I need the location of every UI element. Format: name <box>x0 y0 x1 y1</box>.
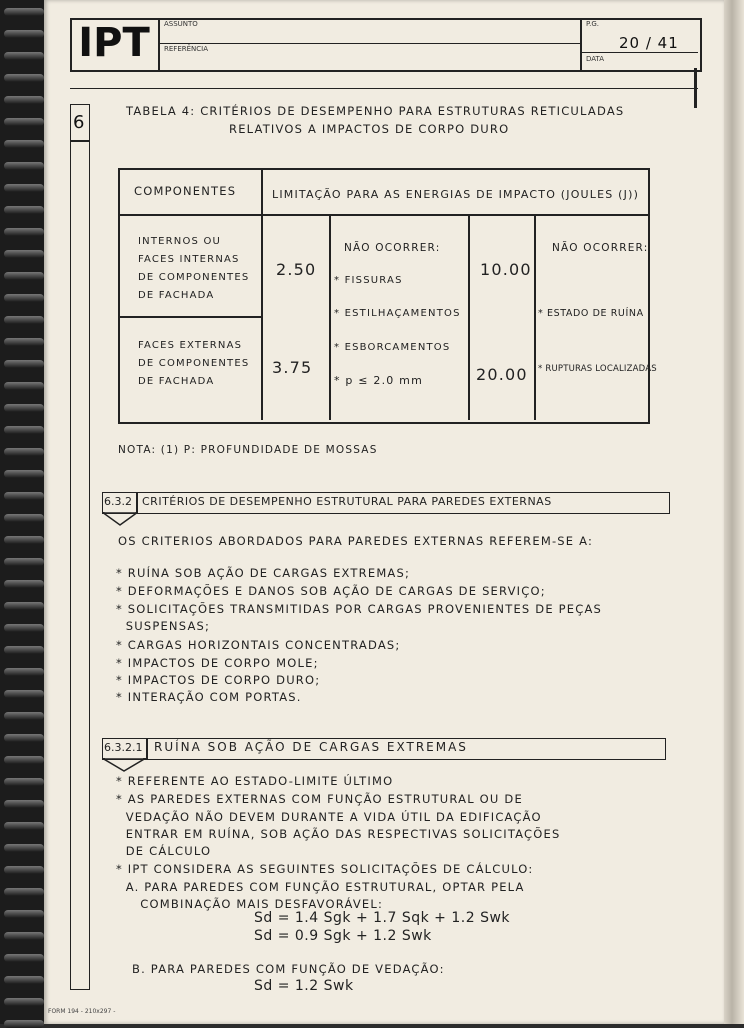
binding-coil <box>4 74 44 82</box>
binding-coil <box>4 228 44 236</box>
section-632-number: 6.3.2 <box>104 495 132 508</box>
data-label: DATA <box>586 55 605 63</box>
table-title-line2: RELATIVOS A IMPACTOS DE CORPO DURO <box>229 122 510 136</box>
criteria-header: NÃO OCORRER: <box>344 242 441 254</box>
binding-coil <box>4 602 44 610</box>
binding-coil <box>4 888 44 896</box>
criteria2-item-1: * ESTADO DE RUÍNA <box>538 308 644 319</box>
binding-coil <box>4 778 44 786</box>
section-632-title: CRITÉRIOS DE DESEMPENHO ESTRUTURAL PARA PAREDES EXTERNAS <box>142 495 552 508</box>
binding-coil <box>4 360 44 368</box>
binding-coil <box>4 910 44 918</box>
ipt-logo: IPT <box>78 20 150 66</box>
binding-coil <box>4 624 44 632</box>
section-632-item-5: * CARGAS HORIZONTAIS CONCENTRADAS; <box>116 638 401 652</box>
item-b: B. PARA PAREDES COM FUNÇÃO DE VEDAÇÃO: <box>132 962 445 976</box>
binding-coil <box>4 690 44 698</box>
binding-coil <box>4 998 44 1006</box>
binding-coil <box>4 536 44 544</box>
assunto-label: ASSUNTO <box>164 20 198 28</box>
section-632-item-8: * INTERAÇÃO COM PORTAS. <box>116 690 302 704</box>
section-6321-line-1: * REFERENTE AO ESTADO-LIMITE ÚLTIMO <box>116 774 394 788</box>
row2-value2: 20.00 <box>476 365 528 384</box>
section-632-item-6: * IMPACTOS DE CORPO MOLE; <box>116 656 319 670</box>
criteria-item-1: * FISSURAS <box>334 275 403 286</box>
binding-coil <box>4 558 44 566</box>
row1-component-l4: DE FACHADA <box>138 290 215 301</box>
binding-coil <box>4 932 44 940</box>
binding-coil <box>4 404 44 412</box>
section-6321-number: 6.3.2.1 <box>104 741 143 754</box>
binding-coil <box>4 756 44 764</box>
binding-coil <box>4 646 44 654</box>
binding-coil <box>4 250 44 258</box>
binding-coil <box>4 954 44 962</box>
binding-coil <box>4 1020 44 1028</box>
criteria2-header: NÃO OCORRER: <box>552 242 649 254</box>
binding-coil <box>4 30 44 38</box>
formula-3: Sd = 1.2 Swk <box>254 978 354 994</box>
footer-form-code: FORM 194 - 210x297 - <box>48 1008 116 1015</box>
binding-coil <box>4 822 44 830</box>
binding-coil <box>4 272 44 280</box>
section-632-item-2: * DEFORMAÇÕES E DANOS SOB AÇÃO DE CARGAS DE SERVIÇO; <box>116 584 546 598</box>
binding-coil <box>4 580 44 588</box>
binding-coil <box>4 118 44 126</box>
criteria2-item-2: * RUPTURAS LOCALIZADAS <box>538 364 657 374</box>
criteria-item-2: * ESTILHAÇAMENTOS <box>334 308 461 319</box>
row2-component-l2: DE COMPONENTES <box>138 358 250 369</box>
binding-coil <box>4 206 44 214</box>
binding-coil <box>4 866 44 874</box>
formula-2: Sd = 0.9 Sgk + 1.2 Swk <box>254 928 432 944</box>
section-632-item-3: * SOLICITAÇÕES TRANSMITIDAS POR CARGAS PROVENIENTES DE PEÇAS <box>116 602 603 616</box>
section-6321-line-4: ENTRAR EM RUÍNA, SOB AÇÃO DAS RESPECTIVAS SOLICITAÇÕES <box>116 827 561 841</box>
pg-label: P.G. <box>586 20 600 28</box>
row2-component-l1: FACES EXTERNAS <box>138 340 243 351</box>
binding-coil <box>4 382 44 390</box>
binding-coil <box>4 800 44 808</box>
binding-coil <box>4 448 44 456</box>
page-edge <box>724 0 744 1024</box>
criteria-item-4: * p ≤ 2.0 mm <box>334 374 424 387</box>
section-632-arrow-icon <box>102 512 138 526</box>
section-6321-line-8: COMBINAÇÃO MAIS DESFAVORÁVEL: <box>116 897 384 911</box>
binding-coil <box>4 492 44 500</box>
referencia-label: REFERÊNCIA <box>164 45 208 53</box>
binding-coil <box>4 712 44 720</box>
notebook-page <box>44 0 724 1024</box>
binding-coil <box>4 184 44 192</box>
section-632-item-1: * RUÍNA SOB AÇÃO DE CARGAS EXTREMAS; <box>116 566 411 580</box>
binding-coil <box>4 140 44 148</box>
section-6321-line-7: A. PARA PAREDES COM FUNÇÃO ESTRUTURAL, OPTAR PELA <box>116 880 525 894</box>
binding-coil <box>4 162 44 170</box>
criteria-item-3: * ESBORCAMENTOS <box>334 342 451 353</box>
table-note: NOTA: (1) P: PROFUNDIDADE DE MOSSAS <box>118 444 378 456</box>
binding-coil <box>4 426 44 434</box>
section-6321-arrow-icon <box>102 758 146 772</box>
section-632-item-4: SUSPENSAS; <box>116 619 211 633</box>
binding-coil <box>4 8 44 16</box>
binding-coil <box>4 514 44 522</box>
binding-coil <box>4 96 44 104</box>
row2-component-l3: DE FACHADA <box>138 376 215 387</box>
col-header-components: COMPONENTES <box>134 184 237 198</box>
binding-coil <box>4 844 44 852</box>
section-6321-line-6: * IPT CONSIDERA AS SEGUINTES SOLICITAÇÕES DE CÁLCULO: <box>116 862 534 876</box>
binding-coil <box>4 316 44 324</box>
binding-coil <box>4 734 44 742</box>
section-632-item-7: * IMPACTOS DE CORPO DURO; <box>116 673 321 687</box>
row1-component-l3: DE COMPONENTES <box>138 272 250 283</box>
row1-component-l1: INTERNOS OU <box>138 236 222 247</box>
table-title-line1: TABELA 4: CRITÉRIOS DE DESEMPENHO PARA ESTRUTURAS RETICULADAS <box>126 104 625 118</box>
col-header-impact-limits: LIMITAÇÃO PARA AS ENERGIAS DE IMPACTO (JOULES (J)) <box>272 188 640 201</box>
section-margin-frame <box>70 104 90 990</box>
section-632-intro: OS CRITERIOS ABORDADOS PARA PAREDES EXTERNAS REFEREM-SE A: <box>118 534 594 548</box>
section-6321-title: RUÍNA SOB AÇÃO DE CARGAS EXTREMAS <box>154 740 468 754</box>
row1-value2: 10.00 <box>480 260 532 279</box>
spiral-binding <box>0 0 50 1024</box>
binding-coil <box>4 338 44 346</box>
section-6321-line-5: DE CÁLCULO <box>116 844 212 858</box>
page-number: 20 / 41 <box>619 34 679 52</box>
section-6321-line-2: * AS PAREDES EXTERNAS COM FUNÇÃO ESTRUTURAL OU DE <box>116 792 523 806</box>
section-number: 6 <box>73 112 85 133</box>
section-6321-line-3: VEDAÇÃO NÃO DEVEM DURANTE A VIDA ÚTIL DA EDIFICAÇÃO <box>116 810 542 824</box>
binding-coil <box>4 976 44 984</box>
row2-value1: 3.75 <box>272 358 313 377</box>
binding-coil <box>4 294 44 302</box>
row1-value1: 2.50 <box>276 260 317 279</box>
binding-coil <box>4 52 44 60</box>
binding-coil <box>4 668 44 676</box>
binding-coil <box>4 470 44 478</box>
formula-1: Sd = 1.4 Sgk + 1.7 Sqk + 1.2 Swk <box>254 910 511 926</box>
row1-component-l2: FACES INTERNAS <box>138 254 240 265</box>
